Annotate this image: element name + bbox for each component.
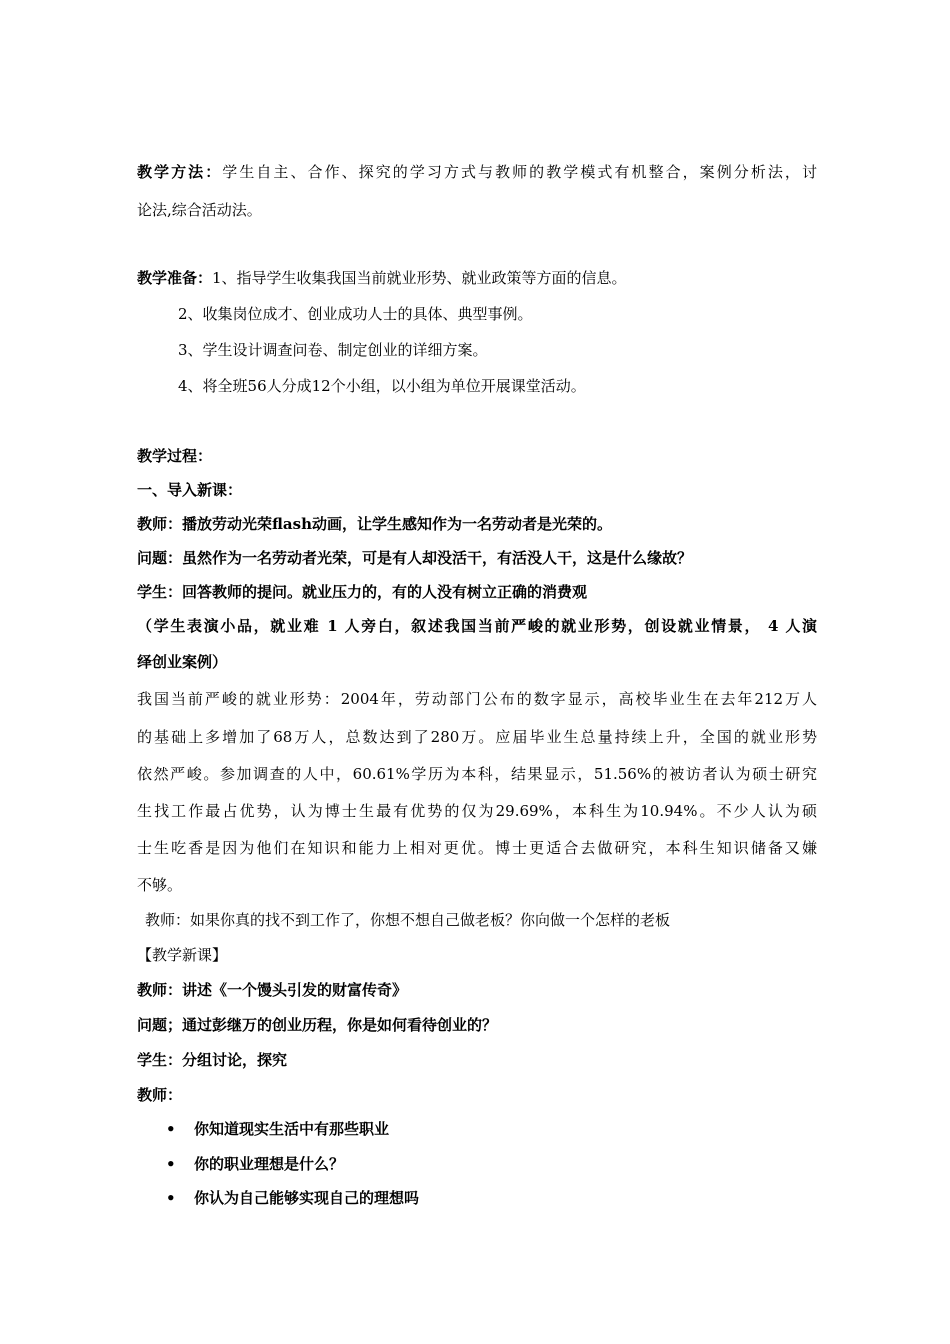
teacher-line-story: 教师：讲述《一个馒头引发的财富传奇》 [137,981,408,999]
employment-paragraph-line: 士生吃香是因为他们在知识和能力上相对更优。博士更适合去做研究，本科生知识储备又嫌 [137,839,817,857]
teaching-prep-item3: 3、学生设计调查问卷、制定创业的详细方案。 [178,341,488,359]
teaching-prep-item4: 4、将全班56人分成12个小组，以小组为单位开展课堂活动。 [178,377,586,395]
teaching-prep-item2: 2、收集岗位成才、创业成功人士的具体、典型事例。 [178,305,533,323]
teacher-line-4: 教师： [137,1086,183,1104]
bullet-icon: • [166,1155,176,1173]
employment-paragraph-line: 生找工作最占优势，认为博士生最有优势的仅为29.69%，本科生为10.94%。不少人认为硕 [137,802,817,820]
skit-line-1: （学生表演小品，就业难 1 人旁白，叙述我国当前严峻的就业形势，创设就业情景， 4 人演 [137,617,817,635]
employment-paragraph-line: 我国当前严峻的就业形势：2004年，劳动部门公布的数字显示，高校毕业生在去年212万人 [137,690,817,708]
section-intro-heading: 一、导入新课： [137,481,243,499]
teacher-line-boss: 教师：如果你真的找不到工作了，你想不想自己做老板？你向做一个怎样的老板 [145,911,671,929]
teaching-prep-line1 [137,268,817,288]
employment-paragraph-line: 依然严峻。参加调查的人中，60.61%学历为本科，结果显示，51.56%的被访者认为硕士研究 [137,765,817,783]
teaching-prep-item1: 1、指导学生收集我国当前就业形势、就业政策等方面的信息。 [212,269,627,287]
employment-paragraph-line: 不够。 [137,876,183,894]
question-line-1: 问题：虽然作为一名劳动者光荣，可是有人却没活干，有活没人干，这是什么缘故？ [137,549,693,567]
bullet-item: 你的职业理想是什么？ [194,1155,345,1173]
teaching-prep-label: 教学准备： [137,269,213,287]
teaching-method-line1 [137,162,817,182]
process-heading: 教学过程： [137,447,213,465]
teacher-line-flash: 教师：播放劳动光荣flash动画，让学生感知作为一名劳动者是光荣的。 [137,515,612,533]
bullet-item: 你知道现实生活中有那些职业 [194,1120,390,1138]
teaching-method-line2: 论法,综合活动法。 [137,201,262,219]
bullet-icon: • [166,1189,176,1207]
student-line-1: 学生：回答教师的提问。就业压力的，有的人没有树立正确的消费观 [137,583,588,601]
teaching-method-text: 学生自主、合作、探究的学习方式与教师的教学模式有机整合，案例分析法，讨 [222,163,817,181]
bullet-item: 你认为自己能够实现自己的理想吗 [194,1189,420,1207]
employment-paragraph-line: 的基础上多增加了68万人，总数达到了280万。应届毕业生总量持续上升，全国的就业形势 [137,728,817,746]
question-line-2: 问题；通过彭继万的创业历程，你是如何看待创业的？ [137,1016,498,1034]
bullet-icon: • [166,1120,176,1138]
skit-line-2: 绎创业案例） [137,653,228,671]
student-line-2: 学生：分组讨论，探究 [137,1051,288,1069]
teaching-method-label: 教学方法： [137,163,223,181]
new-lesson-heading: 【教学新课】 [137,946,228,964]
